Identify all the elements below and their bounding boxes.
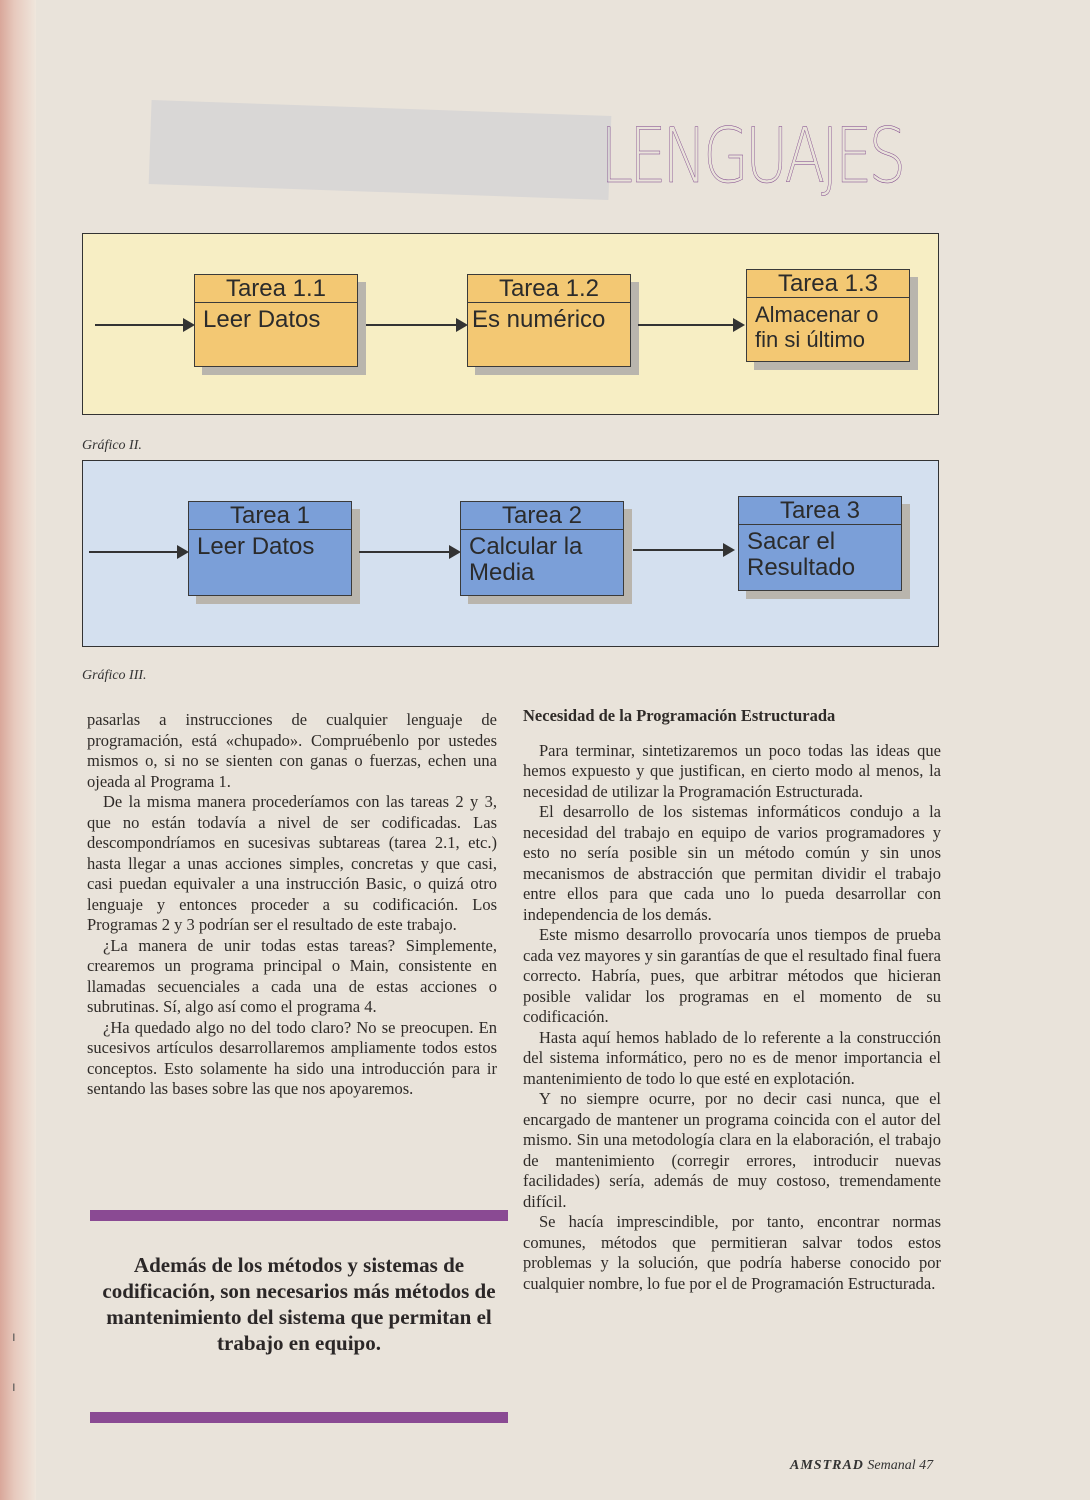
page-folio [790, 1458, 933, 1474]
quote-bottom-rule [90, 1412, 508, 1423]
paragraph: ¿La manera de unir todas estas tareas? Simplemente, crearemos un programa principal o Main, consistente en llamadas secuenciales a cada una de estas acciones o subrutinas. Sí, algo así como el programa 4. [87, 935, 497, 1016]
task-box [746, 269, 910, 362]
graphic-2-caption: Gráfico II. [82, 438, 142, 453]
task-box [188, 501, 352, 596]
graphic-3-caption: Gráfico III. [82, 668, 147, 683]
task-box [194, 274, 358, 367]
task-body: Calcular la Media [469, 533, 583, 586]
task-title: Tarea 1.2 [468, 275, 630, 303]
arrow [359, 551, 459, 553]
quote-top-rule [90, 1210, 508, 1221]
paragraph: pasarlas a instrucciones de cualquier lenguaje de programación, está «chupado». Compruébenlo por ustedes mismos o, si no se sienten con ganas o fuerzas, echen una ojeada al Programa 1. [87, 710, 497, 791]
section-heading: Necesidad de la Programación Estructurada [523, 706, 836, 725]
left-column [87, 710, 497, 1100]
pull-quote: Además de los métodos y sistemas de codificación, son necesarios más métodos de mantenimiento del sistema que permitan el trabajo en equipo. [102, 1253, 496, 1355]
paragraph: ¿Ha quedado algo no del todo claro? No se preocupen. En sucesivos artículos desarrollaremos ampliamente todos estos conceptos. Esto solamente ha sido una introducción para ir sentando las bases sobre las que nos apoyaremos. [87, 1017, 497, 1098]
show-through-banner [149, 100, 612, 200]
paragraph: Y no siempre ocurre, por no decir casi nunca, que el encargado de mantener un programa coincida con el autor del mismo. Sin una metodología clara en la elaboración, el trabajo de mantenimiento (corregir errores, introducir nuevas facilidades) sería, además de muy costoso, tremendamente difícil. [523, 1089, 941, 1211]
arrow [89, 551, 187, 553]
spine-mark: ı [12, 1330, 16, 1345]
paragraph: De la misma manera procederíamos con las tareas 2 y 3, que no están todavía a nivel de ser codificadas. Las descompondríamos en sucesivas subtareas (tarea 2.1, etc.) hasta llegar a unas acciones simples, concretas y que casi, casi puedan equivaler a una instrucción Basic, o quizá otro lenguaje y entonces proceder a su codificación. Los Programas 2 y 3 podrían ser el resultado de este trabajo. [87, 792, 497, 934]
arrow [95, 324, 193, 326]
paragraph: Se hacía imprescindible, por tanto, encontrar normas comunes, métodos que permitieran salvar todos estos problemas y la solución, que podría haberse conocido por cualquier nombre, lo fue por el de Programación Estructurada. [523, 1212, 941, 1293]
task-body: Sacar el Resultado [747, 528, 856, 581]
arrow [638, 324, 743, 326]
paragraph: Este mismo desarrollo provocaría unos tiempos de prueba cada vez mayores y sin garantías de que el resultado final fuera correcto. Habría, pues, que arbitrar métodos que hicieran posible validar los programas en el momento de su codificación. [523, 925, 941, 1026]
task-title: Tarea 1.1 [195, 275, 357, 303]
right-column [523, 706, 941, 1294]
graphic-2-diagram [82, 233, 939, 415]
task-body: Es numérico [472, 306, 606, 333]
task-box [738, 496, 902, 591]
paragraph: Hasta aquí hemos hablado de lo referente a la construcción del sistema informático, pero no es de menor importancia el mantenimiento de todo lo que esté en explotación. [523, 1027, 941, 1088]
task-title: Tarea 2 [461, 502, 623, 530]
task-title: Tarea 3 [739, 497, 901, 525]
task-box [467, 274, 631, 367]
task-body: Leer Datos [197, 533, 315, 560]
magazine-edition: Semanal [867, 1458, 916, 1473]
magazine-name: AMSTRAD [790, 1458, 864, 1473]
arrow [366, 324, 466, 326]
page-number: 47 [919, 1458, 934, 1473]
graphic-3-diagram [82, 460, 939, 647]
task-box [460, 501, 624, 596]
paragraph: El desarrollo de los sistemas informáticos condujo a la necesidad del trabajo en equipo de varios programadores y esto no sería posible sin un método común y sin unos mecanismos de abstracción que permitan dividir el trabajo entre ellos para que cada uno lo pueda desarrollar con independencia de los demás. [523, 802, 941, 924]
task-body: Leer Datos [203, 306, 321, 333]
spine-mark: ı [12, 1380, 16, 1395]
arrow [633, 549, 733, 551]
paragraph: Para terminar, sintetizaremos un poco todas las ideas que hemos expuesto y que justifican, en cierto modo al menos, la necesidad de utilizar la Programación Estructurada. [523, 740, 941, 801]
task-body: Almacenar o fin si último [755, 302, 879, 352]
task-title: Tarea 1 [189, 502, 351, 530]
task-title: Tarea 1.3 [747, 270, 909, 298]
section-title: LENGUAJES [600, 111, 903, 200]
